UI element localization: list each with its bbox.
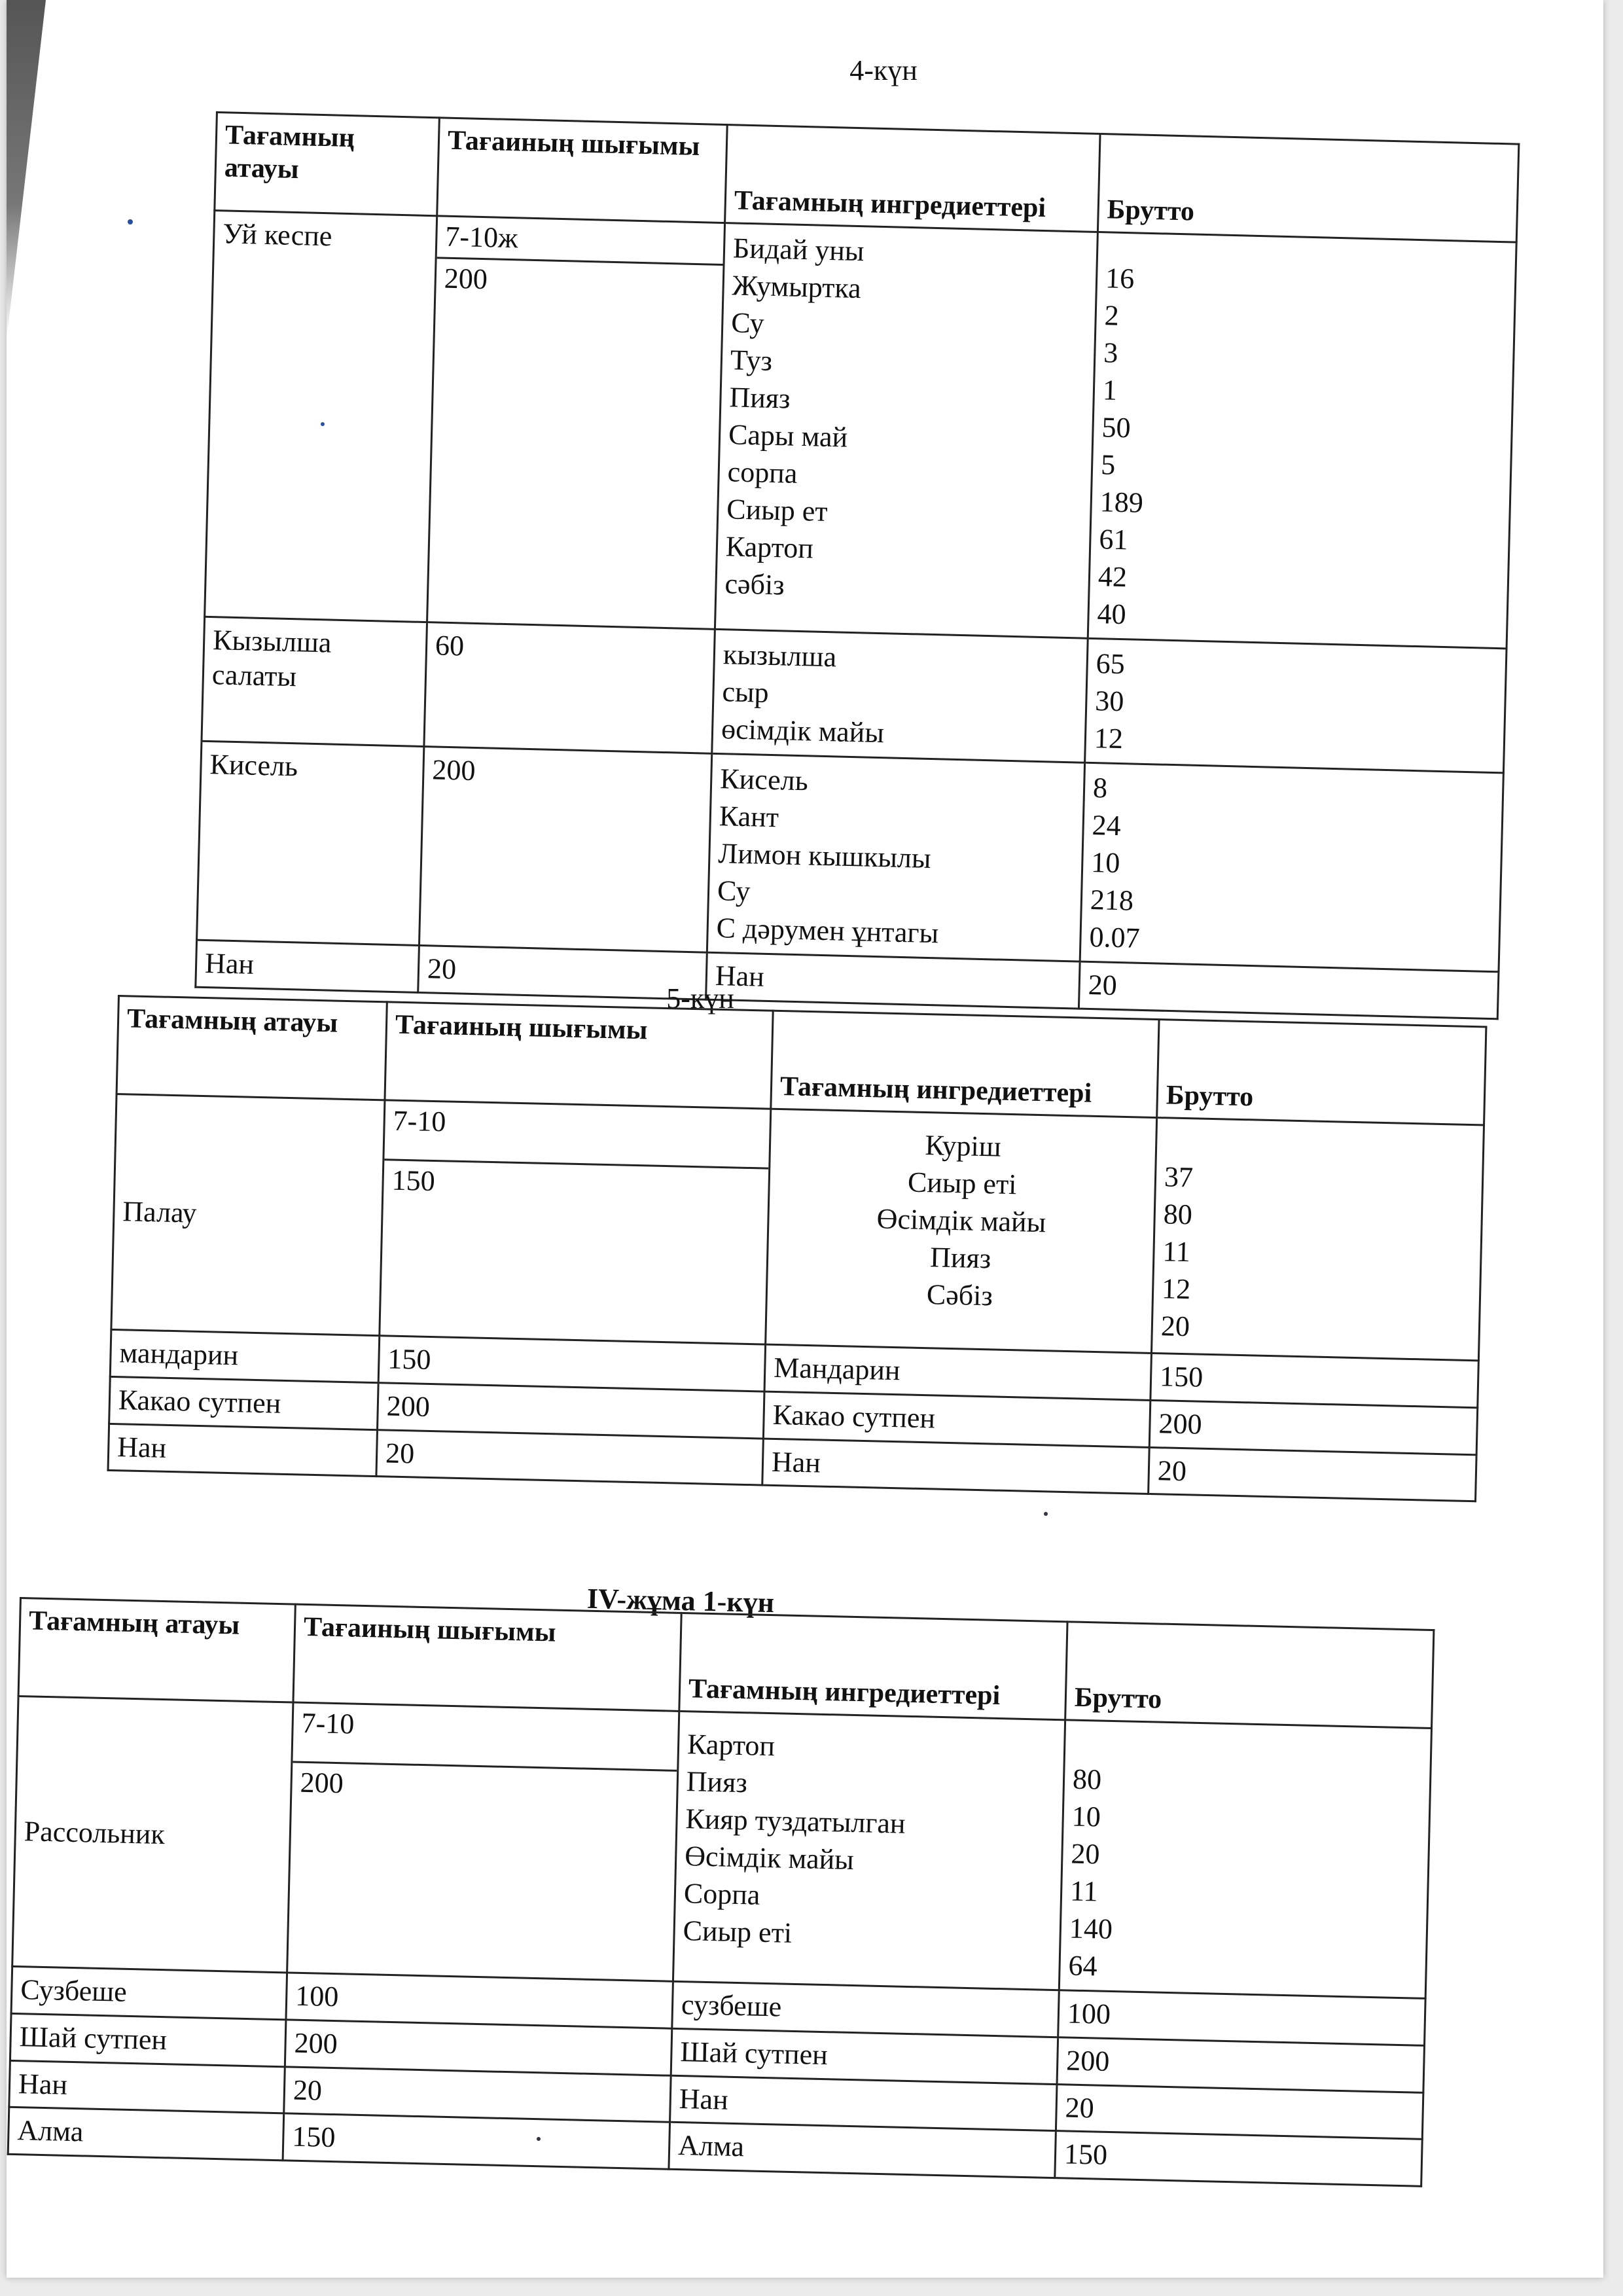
header-name: Тағамның атауы: [215, 113, 440, 216]
brutto-value: 64: [1068, 1949, 1098, 1982]
brutto-value: 80: [1072, 1763, 1102, 1796]
brutto-value: 24: [1092, 809, 1122, 842]
day4-table: [194, 111, 1520, 1020]
brutto-value: 20: [1070, 1837, 1101, 1871]
ingredient: Нан: [762, 1439, 1149, 1494]
ingredient-list: [715, 223, 1097, 639]
scan-shadow: [7, 0, 46, 340]
ingredient: Жумыртка: [732, 269, 862, 305]
portion-value: 200: [378, 1382, 764, 1438]
ingredient: сыр: [721, 675, 770, 709]
dish-portion-cell: [380, 1100, 771, 1344]
brutto-value: 20: [1149, 1447, 1477, 1501]
portion-value: 150: [283, 2113, 669, 2169]
brutto-value: 2: [1104, 299, 1120, 332]
age-group: 7-10: [293, 1704, 678, 1772]
ingredient: Туз: [730, 344, 773, 377]
brutto-list: [1088, 232, 1516, 648]
ingredient-list: [712, 629, 1088, 762]
portion-value: 20: [376, 1429, 763, 1485]
header-ingredients: Тағамның ингредиеттері: [679, 1613, 1067, 1719]
dish-name: Палау: [111, 1094, 385, 1335]
ingredient: Нан: [706, 952, 1080, 1009]
brutto-value: 20: [1056, 2084, 1423, 2139]
age-group: 7-10: [384, 1101, 770, 1169]
brutto-value: 10: [1090, 846, 1120, 880]
ingredient: Сары май: [728, 418, 848, 454]
brutto-value: 200: [1057, 2037, 1424, 2092]
header-name: Тағамның атауы: [116, 996, 387, 1100]
brutto-value: 30: [1094, 685, 1124, 718]
ingredient: Пияз: [728, 381, 791, 415]
ingredient: Су: [717, 874, 751, 908]
brutto-value: 20: [1079, 961, 1499, 1018]
brutto-value: 20: [1160, 1310, 1190, 1343]
ingredient: Сәбіз: [926, 1278, 993, 1312]
ingredient: Нан: [670, 2075, 1057, 2131]
ingredient: Су: [730, 306, 765, 340]
ingredient: сәбіз: [724, 567, 785, 601]
portion-value: 60: [424, 622, 715, 754]
day5-table: [107, 995, 1487, 1503]
ingredient: сузбеше: [672, 1981, 1059, 2037]
ingredient: Кисель: [719, 762, 809, 797]
brutto-value: 11: [1162, 1235, 1191, 1268]
week4day1-heading: IV-жұма 1-күн: [586, 1582, 775, 1619]
ingredient: Картоп: [687, 1728, 776, 1763]
ingredient: өсімдік майы: [721, 713, 885, 749]
ingredient-list: [707, 753, 1084, 961]
brutto-value: 12: [1094, 722, 1124, 755]
ingredient: Картоп: [725, 530, 814, 565]
header-brutto: Брутто: [1065, 1622, 1434, 1729]
brutto-value: 11: [1069, 1874, 1099, 1908]
portion-value: 20: [284, 2066, 671, 2122]
header-brutto: Брутто: [1157, 1020, 1486, 1125]
scan-speck: [128, 219, 133, 224]
ingredient: Лимон кышкылы: [717, 837, 932, 875]
brutto-value: 80: [1163, 1198, 1193, 1231]
day4-heading: 4-күн: [849, 54, 918, 86]
brutto-value: 61: [1098, 523, 1129, 556]
dish-name: Кызылша салаты: [202, 617, 427, 746]
scanned-page: [7, 0, 1603, 2278]
portion-value: 150: [378, 1336, 765, 1391]
ingredient: Шай сутпен: [671, 2028, 1058, 2084]
ingredient: Өсімдік майы: [684, 1840, 855, 1876]
dish-row: [205, 210, 1517, 648]
ingredient: Сорпа: [683, 1877, 760, 1911]
dish-name: Нан: [196, 940, 419, 992]
brutto-value: 218: [1090, 884, 1134, 917]
brutto-value: 0.07: [1088, 920, 1141, 954]
ingredient: Алма: [669, 2123, 1056, 2178]
portion-value: 200: [285, 2020, 671, 2075]
ingredient: С дәрумен ұнтагы: [716, 912, 939, 950]
dish-name: Шай сутпен: [10, 2013, 286, 2066]
brutto-value: 40: [1097, 598, 1127, 631]
header-portion: Тағаиның шығымы: [385, 1002, 773, 1109]
week4day1-table: [7, 1597, 1435, 2187]
brutto-value: 3: [1103, 336, 1118, 369]
brutto-value: 1: [1102, 374, 1118, 406]
dish-name: мандарин: [110, 1329, 380, 1382]
dish-row: [111, 1094, 1484, 1360]
ingredient: кызылша: [722, 638, 837, 673]
dish-row: [197, 741, 1504, 972]
header-portion: Тағаиның шығымы: [437, 118, 728, 223]
portion-value: 200: [444, 262, 488, 296]
ingredient: Бидай уны: [732, 232, 865, 268]
brutto-value: 189: [1099, 486, 1144, 519]
scan-speck: [321, 422, 325, 426]
dish-name: Уй кеспе: [205, 210, 437, 622]
brutto-value: 50: [1101, 411, 1132, 444]
header-portion: Тағаиның шығымы: [293, 1604, 681, 1711]
header-brutto: Брутто: [1097, 134, 1518, 243]
scan-speck: [537, 2137, 541, 2141]
portion-value: 20: [418, 945, 707, 999]
ingredient: Кант: [719, 800, 779, 834]
ingredient: Пияз: [929, 1241, 991, 1275]
brutto-value: 150: [1150, 1353, 1479, 1407]
dish-portion-cell: [427, 216, 725, 630]
ingredient: Кияр туздатылган: [685, 1803, 906, 1840]
age-group: 7-10ж: [437, 217, 724, 265]
brutto-value: 200: [1149, 1400, 1478, 1454]
ingredient: Сиыр еті: [683, 1914, 793, 1949]
brutto-value: 150: [1055, 2131, 1422, 2186]
scan-speck: [1044, 1512, 1048, 1516]
dish-portion-cell: [287, 1702, 679, 1981]
dish-name: Нан: [9, 2060, 285, 2113]
portion-value: 100: [286, 1973, 673, 2028]
ingredient: Сиыр ет: [726, 493, 829, 528]
portion-value: 200: [419, 747, 711, 953]
brutto-value: 5: [1100, 448, 1116, 481]
brutto-value: 42: [1097, 560, 1128, 594]
header-ingredients: Тағамның ингредиеттері: [725, 125, 1100, 232]
brutto-value: 8: [1092, 772, 1108, 804]
dish-name: Алма: [8, 2108, 284, 2161]
brutto-value: 12: [1161, 1272, 1191, 1306]
ingredient: Өсімдік майы: [876, 1202, 1046, 1239]
dish-name: Сузбеше: [11, 1966, 287, 2019]
dish-name: Какао сутпен: [109, 1376, 379, 1429]
brutto-value: 37: [1164, 1160, 1194, 1194]
ingredient: Куріш: [924, 1129, 1002, 1163]
brutto-list: [1059, 1720, 1431, 1999]
dish-name: Нан: [108, 1424, 378, 1477]
brutto-value: 100: [1058, 1990, 1425, 2045]
ingredient-list: [766, 1109, 1157, 1353]
ingredient: Пияз: [686, 1765, 748, 1799]
brutto-list: [1151, 1118, 1484, 1361]
dish-row: [12, 1696, 1432, 1998]
brutto-value: 16: [1105, 262, 1135, 295]
brutto-value: 65: [1096, 647, 1126, 681]
ingredient: Какао сутпен: [763, 1391, 1150, 1447]
brutto-value: 10: [1071, 1800, 1101, 1833]
ingredient: сорпа: [727, 456, 798, 490]
ingredient: Мандарин: [764, 1344, 1151, 1400]
dish-name: Рассольник: [12, 1696, 293, 1972]
header-name: Тағамның атауы: [18, 1598, 295, 1702]
portion-value: 150: [391, 1164, 436, 1198]
portion-value: 200: [300, 1766, 344, 1800]
header-ingredients: Тағамның ингредиеттері: [771, 1011, 1159, 1117]
day5-heading: 5-күн: [666, 982, 734, 1014]
brutto-value: 140: [1069, 1912, 1113, 1946]
ingredient: Сиыр еті: [907, 1166, 1018, 1201]
brutto-list: [1085, 638, 1507, 773]
brutto-list: [1080, 762, 1503, 972]
dish-name: Кисель: [197, 741, 424, 945]
ingredient-list: [673, 1711, 1065, 1990]
